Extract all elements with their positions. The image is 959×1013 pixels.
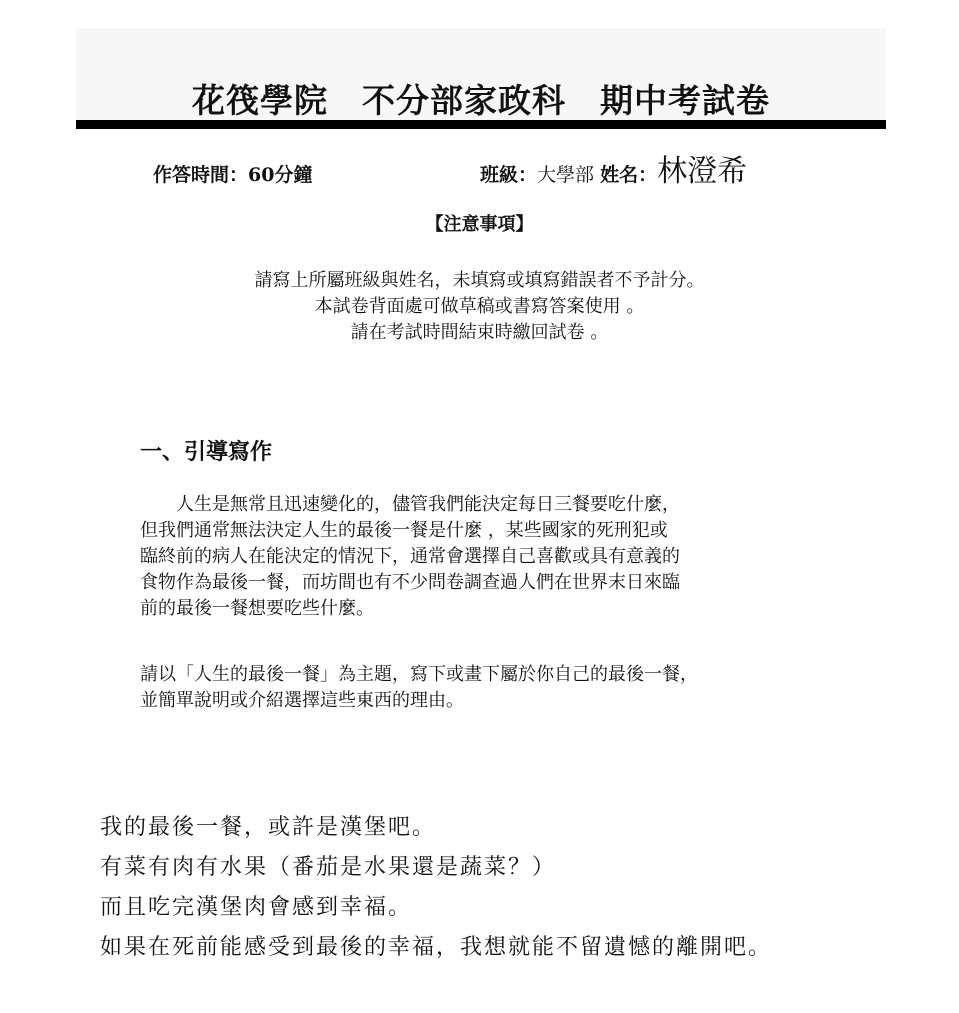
answer-line: 而且吃完漢堡肉會感到幸福。 bbox=[100, 895, 413, 920]
paragraph-line: 但我們通常無法決定人生的最後一餐是什麼 ，某些國家的死刑犯或 bbox=[140, 520, 668, 541]
exam-title: 花筏學院 不分部家政科 期中考試卷 bbox=[192, 81, 770, 120]
exam-time: 作答時間：60分鐘 bbox=[153, 164, 313, 186]
paragraph-line: 食物作為最後一餐，而坊間也有不少問卷調查過人們在世界末日來臨 bbox=[140, 572, 680, 593]
name-value: 林澄希 bbox=[657, 154, 748, 189]
paragraph-line: 人生是無常且迅速變化的，儘管我們能決定每日三餐要吃什麼， bbox=[140, 494, 680, 515]
paragraph-line: 並簡單說明或介紹選擇這些東西的理由。 bbox=[140, 690, 464, 711]
notice-list bbox=[0, 268, 959, 346]
class-label: 班級： bbox=[480, 164, 538, 186]
handwritten-answer bbox=[100, 808, 955, 968]
paragraph-line: 臨終前的病人在能決定的情況下，通常會選擇自己喜歡或具有意義的 bbox=[140, 546, 680, 567]
header-rule bbox=[76, 120, 886, 129]
answer-line: 有菜有肉有水果（番茄是水果還是蔬菜？） bbox=[100, 855, 557, 880]
answer-line: 如果在死前能感受到最後的幸福，我想就能不留遺憾的離開吧。 bbox=[100, 935, 773, 960]
paragraph-line: 請以「人生的最後一餐」為主題，寫下或畫下屬於你自己的最後一餐， bbox=[140, 664, 698, 685]
notice-title: 【注意事項】 bbox=[425, 214, 534, 235]
answer-line: 我的最後一餐，或許是漢堡吧。 bbox=[100, 815, 437, 840]
class-value: 大學部 bbox=[537, 164, 595, 186]
section-title: 一、引導寫作 bbox=[140, 439, 273, 465]
notice-line: 本試卷背面處可做草稿或書寫答案使用 。 bbox=[314, 296, 645, 317]
notice-line: 請在考試時間結束時繳回試卷 。 bbox=[350, 322, 609, 343]
notice-line: 請寫上所屬班級與姓名，未填寫或填寫錯誤者不予計分。 bbox=[254, 270, 705, 291]
student-info bbox=[480, 152, 747, 195]
prompt-paragraph-2 bbox=[140, 662, 840, 714]
name-label: 姓名： bbox=[600, 164, 658, 186]
paragraph-line: 前的最後一餐想要吃些什麼。 bbox=[140, 598, 374, 619]
prompt-paragraph-1 bbox=[140, 492, 840, 622]
exam-header bbox=[76, 28, 886, 126]
